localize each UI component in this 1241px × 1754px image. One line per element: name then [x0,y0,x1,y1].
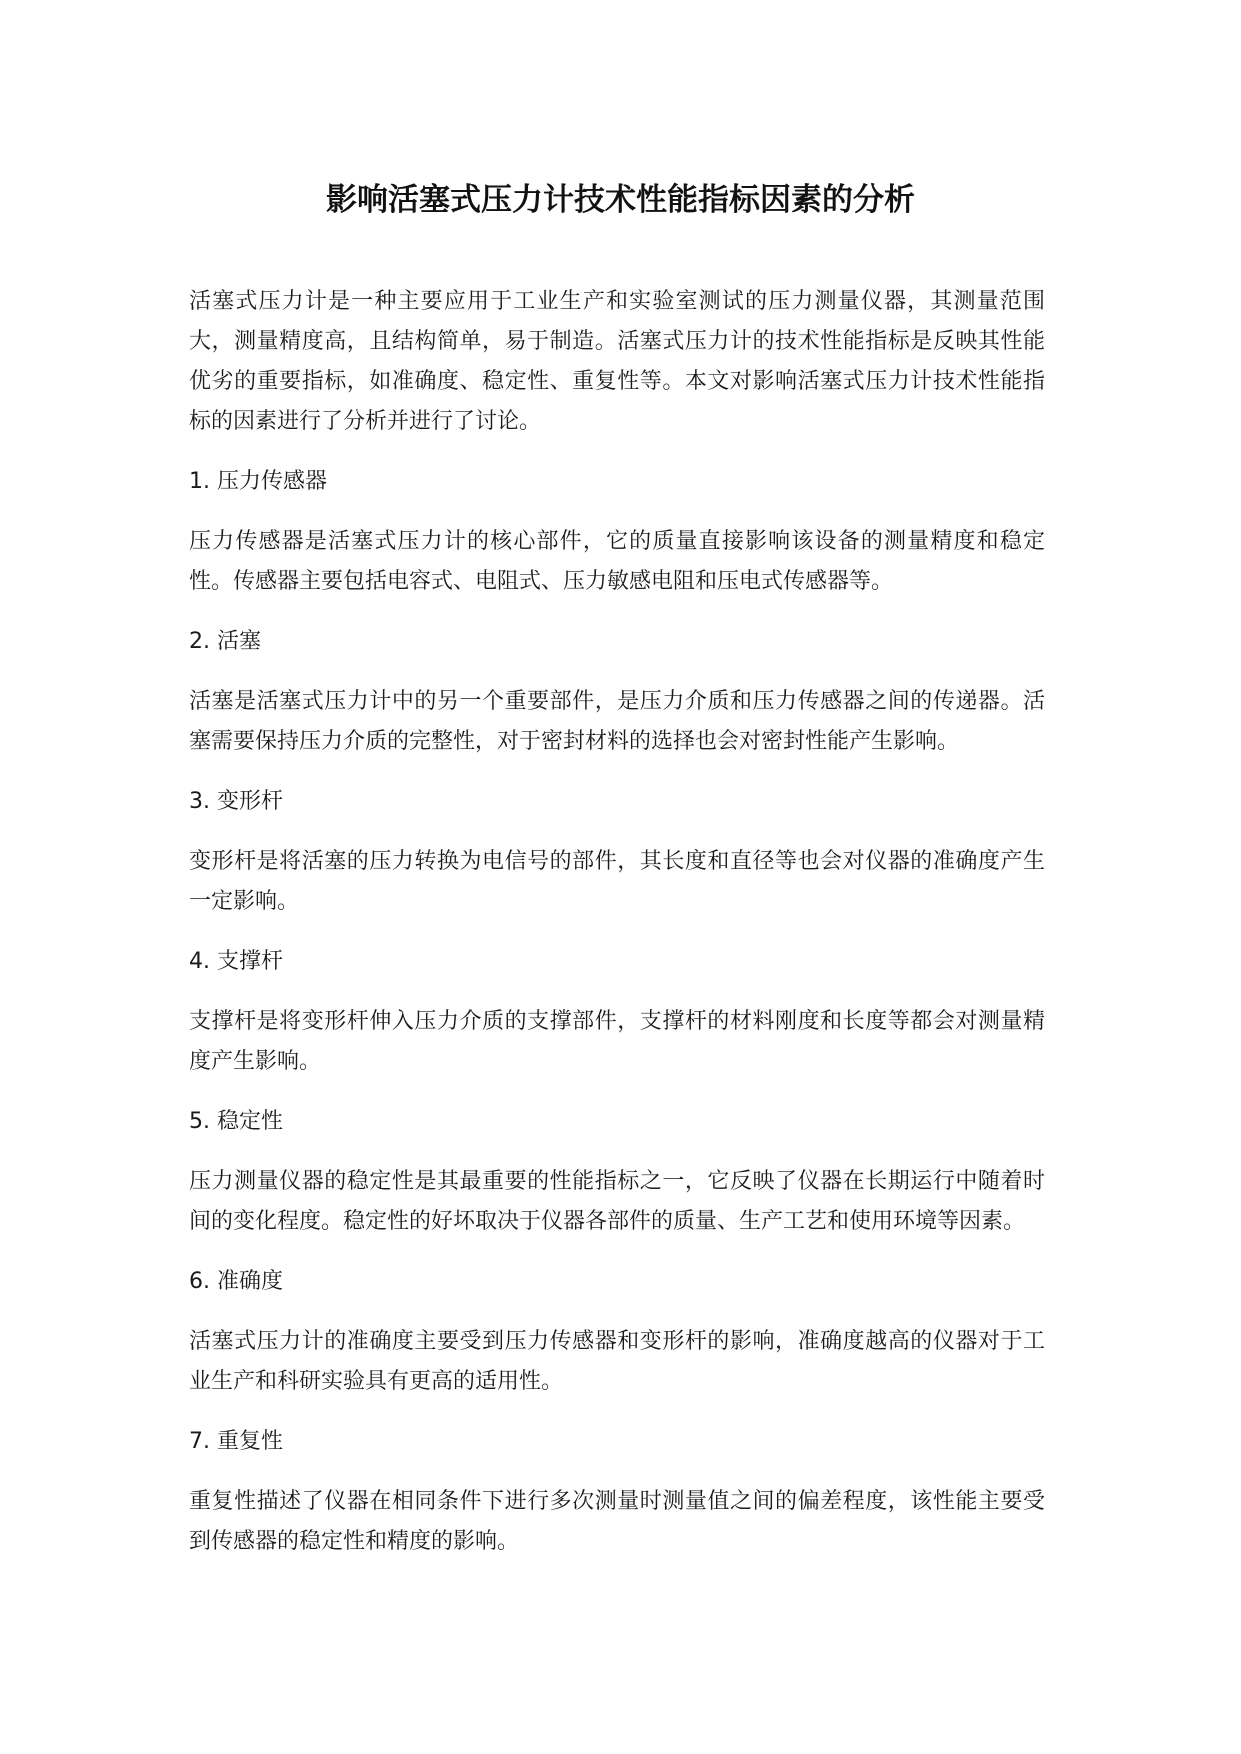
section-body-pressure-sensor: 压力传感器是活塞式压力计的核心部件，它的质量直接影响该设备的测量精度和稳定性。传感器主要包括电容式、电阻式、压力敏感电阻和压电式传感器等。 [189,529,1045,594]
section-body-accuracy: 活塞式压力计的准确度主要受到压力传感器和变形杆的影响，准确度越高的仪器对于工业生产和科研实验具有更高的适用性。 [189,1329,1045,1394]
section-body-piston: 活塞是活塞式压力计中的另一个重要部件，是压力介质和压力传感器之间的传递器。活塞需要保持压力介质的完整性，对于密封材料的选择也会对密封性能产生影响。 [189,689,1045,754]
section-heading-stability: 5. 稳定性 [189,1109,283,1134]
document-body [189,282,1045,1582]
section-heading-pressure-sensor: 1. 压力传感器 [189,469,327,494]
section-heading-support-rod: 4. 支撑杆 [189,949,283,974]
section-heading-accuracy: 6. 准确度 [189,1269,283,1294]
section-heading-repeatability: 7. 重复性 [189,1429,283,1454]
section-body-stability: 压力测量仪器的稳定性是其最重要的性能指标之一，它反映了仪器在长期运行中随着时间的变化程度。稳定性的好坏取决于仪器各部件的质量、生产工艺和使用环境等因素。 [189,1169,1045,1234]
intro-paragraph: 活塞式压力计是一种主要应用于工业生产和实验室测试的压力测量仪器，其测量范围大，测量精度高，且结构简单，易于制造。活塞式压力计的技术性能指标是反映其性能优劣的重要指标，如准确度、稳定性、重复性等。本文对影响活塞式压力计技术性能指标的因素进行了分析并进行了讨论。 [189,289,1045,434]
section-body-support-rod: 支撑杆是将变形杆伸入压力介质的支撑部件，支撑杆的材料刚度和长度等都会对测量精度产生影响。 [189,1009,1045,1074]
section-body-repeatability: 重复性描述了仪器在相同条件下进行多次测量时测量值之间的偏差程度，该性能主要受到传感器的稳定性和精度的影响。 [189,1489,1045,1554]
document-title: 影响活塞式压力计技术性能指标因素的分析 [326,182,915,218]
section-heading-piston: 2. 活塞 [189,629,261,654]
section-heading-deformation-rod: 3. 变形杆 [189,789,283,814]
section-body-deformation-rod: 变形杆是将活塞的压力转换为电信号的部件，其长度和直径等也会对仪器的准确度产生一定影响。 [189,849,1045,914]
